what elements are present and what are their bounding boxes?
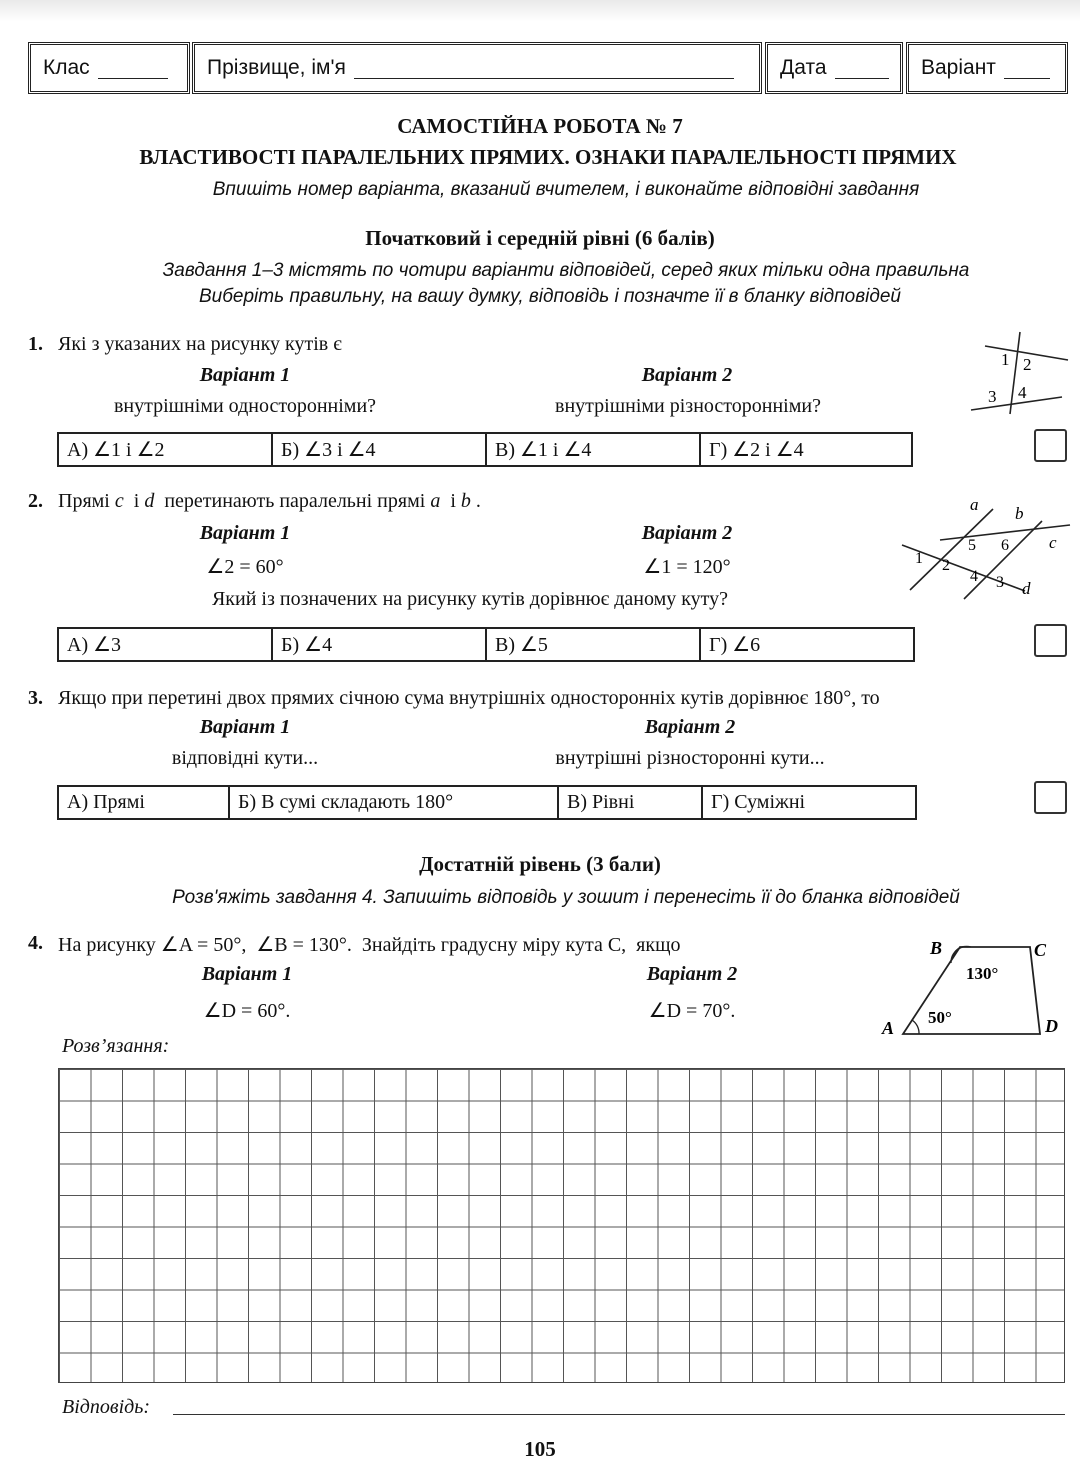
q2-label-b: b <box>1015 504 1024 523</box>
solution-grid[interactable] <box>58 1068 1065 1383</box>
q3-variant2-text: внутрішні різносторонні кути... <box>555 747 825 769</box>
q3-answer-row <box>57 785 917 820</box>
q4-vertex-a: A <box>882 1018 895 1038</box>
variant-label: Варіант <box>921 56 996 79</box>
work-title: САМОСТІЙНА РОБОТА № 7 <box>397 114 683 138</box>
q2-dot: . <box>475 490 481 512</box>
class-blank[interactable] <box>98 58 168 79</box>
q4-vertex-c: C <box>1034 940 1047 960</box>
q1-variant2-text: внутрішніми різносторонніми? <box>555 395 821 417</box>
q2-answer-row <box>57 627 915 662</box>
class-field[interactable] <box>28 42 190 94</box>
q2-angle-5: 5 <box>968 537 976 554</box>
answer-line[interactable] <box>173 1414 1065 1415</box>
q2-angle-4: 4 <box>970 568 978 585</box>
q2-and1: і <box>133 490 140 512</box>
q4-text: На рисунку ∠A = 50°, ∠B = 130°. Знайдіть градусну міру кута C, якщо <box>58 934 681 956</box>
q1-text: Які з указаних на рисунку кутів є <box>58 333 342 355</box>
q2-angle-6: 6 <box>1001 537 1009 554</box>
q2-var-b: b <box>460 490 471 512</box>
q3-number: 3. <box>28 687 43 709</box>
q4-variant2-text: ∠D = 70°. <box>648 1000 736 1022</box>
q2-variant2-label: Варіант 2 <box>641 522 733 544</box>
q4-trapezoid <box>903 947 1040 1034</box>
page-top-shadow <box>0 0 1080 22</box>
date-blank[interactable] <box>835 58 889 79</box>
q2-option-b[interactable]: Б) ∠4 <box>273 629 487 660</box>
solution-label: Розв’язання: <box>62 1035 170 1057</box>
q4-angle-a-label: 50° <box>928 1008 952 1027</box>
q3-answer-box[interactable] <box>1034 781 1067 814</box>
variant-blank[interactable] <box>1004 58 1050 79</box>
q1-variant1-text: внутрішніми односторонніми? <box>113 395 377 417</box>
q2-angle-2: 2 <box>942 557 950 574</box>
section1-note1: Завдання 1–3 містять по чотири варіанти відповідей, серед яких тільки одна правильна <box>162 260 970 281</box>
section1-note2: Виберіть правильну, на вашу думку, відповідь і позначте її в бланку відповідей <box>199 286 901 307</box>
q2-number: 2. <box>28 490 43 512</box>
q3-option-b[interactable]: Б) В сумі складають 180° <box>230 787 559 818</box>
name-label: Прізвище, ім'я <box>207 56 346 79</box>
q2-option-c[interactable]: В) ∠5 <box>487 629 701 660</box>
q4-angle-a-arc <box>912 1020 919 1034</box>
q2-var-d: d <box>144 490 155 512</box>
q1-option-b[interactable]: Б) ∠3 і ∠4 <box>273 434 487 465</box>
q1-option-a[interactable]: А) ∠1 і ∠2 <box>59 434 273 465</box>
q1-option-d[interactable]: Г) ∠2 і ∠4 <box>709 439 804 461</box>
q2-text <box>58 490 481 513</box>
variant-field[interactable] <box>906 42 1068 94</box>
date-label: Дата <box>780 56 827 79</box>
q2-variant1-text: ∠2 = 60° <box>206 556 284 578</box>
q4-trapezoid-figure <box>870 932 1070 1040</box>
topic-title: ВЛАСТИВОСТІ ПАРАЛЕЛЬНИХ ПРЯМИХ. ОЗНАКИ ПАРАЛЕЛЬНОСТІ ПРЯМИХ <box>139 145 957 169</box>
q1-figure <box>965 330 1075 420</box>
q3-variant1-text: відповідні кути... <box>171 747 319 769</box>
page-number: 105 <box>524 1437 556 1461</box>
q2-label-a: a <box>970 495 979 514</box>
q1-angle-1: 1 <box>1001 350 1010 369</box>
q2-answer-box[interactable] <box>1034 624 1067 657</box>
q4-variant2-label: Варіант 2 <box>646 963 738 985</box>
name-field[interactable] <box>192 42 762 94</box>
q3-variant1-label: Варіант 1 <box>199 716 291 738</box>
q1-variant1-label: Варіант 1 <box>199 364 291 386</box>
q2-label-c: c <box>1049 533 1057 552</box>
q3-option-d[interactable]: Г) Суміжні <box>711 791 806 813</box>
q1-variant2-label: Варіант 2 <box>641 364 733 386</box>
q1-answer-box[interactable] <box>1034 429 1067 462</box>
section1-heading: Початковий і середній рівні (6 балів) <box>365 226 715 250</box>
q2-variant1-label: Варіант 1 <box>199 522 291 544</box>
q1-answer-row <box>57 432 913 467</box>
section2-note: Розв'яжіть завдання 4. Запишіть відповідь у зошит і перенесіть її до бланка відповідей <box>172 887 960 908</box>
q2-figure <box>900 495 1075 610</box>
name-blank[interactable] <box>354 58 734 79</box>
q2-var-c: c <box>114 490 124 512</box>
q1-angle-3: 3 <box>988 387 997 406</box>
q1-option-c[interactable]: В) ∠1 і ∠4 <box>487 434 701 465</box>
q4-number: 4. <box>28 932 43 954</box>
q1-number: 1. <box>28 333 43 355</box>
q4-angle-b-label: 130° <box>966 964 999 983</box>
q2-var-a: a <box>430 490 441 512</box>
q3-variant2-label: Варіант 2 <box>644 716 736 738</box>
q4-variant1-text: ∠D = 60°. <box>203 1000 291 1022</box>
section2-heading: Достатній рівень (3 бали) <box>419 852 661 876</box>
q2-angle-3: 3 <box>996 574 1004 591</box>
q1-angle-2: 2 <box>1023 355 1032 374</box>
q4-vertex-b: B <box>930 938 943 958</box>
q3-option-c[interactable]: В) Рівні <box>559 787 703 818</box>
q2-text-a: Прямі <box>58 490 110 512</box>
q1-line-lower <box>971 397 1062 410</box>
class-label: Клас <box>43 56 90 79</box>
q2-label-d: d <box>1022 579 1031 598</box>
q2-option-d[interactable]: Г) ∠6 <box>709 634 761 656</box>
instruction: Впишіть номер варіанта, вказаний вчителем, і виконайте відповідні завдання <box>212 179 920 200</box>
q3-text: Якщо при перетині двох прямих січною сума внутрішніх односторонніх кутів дорівнює 180°, то <box>58 687 880 709</box>
q2-option-a[interactable]: А) ∠3 <box>59 629 273 660</box>
q2-question: Який із позначених на рисунку кутів дорівнює даному куту? <box>211 588 729 610</box>
answer-label: Відповідь: <box>62 1396 151 1418</box>
q2-angle-1: 1 <box>915 550 923 567</box>
q1-angle-4: 4 <box>1018 383 1027 402</box>
q2-and2: і <box>450 490 456 512</box>
q2-text-b: перетинають паралельні прямі <box>164 490 426 512</box>
date-field[interactable] <box>765 42 903 94</box>
q4-vertex-d: D <box>1045 1016 1058 1036</box>
q4-variant1-label: Варіант 1 <box>201 963 293 985</box>
q2-variant2-text: ∠1 = 120° <box>643 556 731 578</box>
q3-option-a[interactable]: А) Прямі <box>59 787 230 818</box>
